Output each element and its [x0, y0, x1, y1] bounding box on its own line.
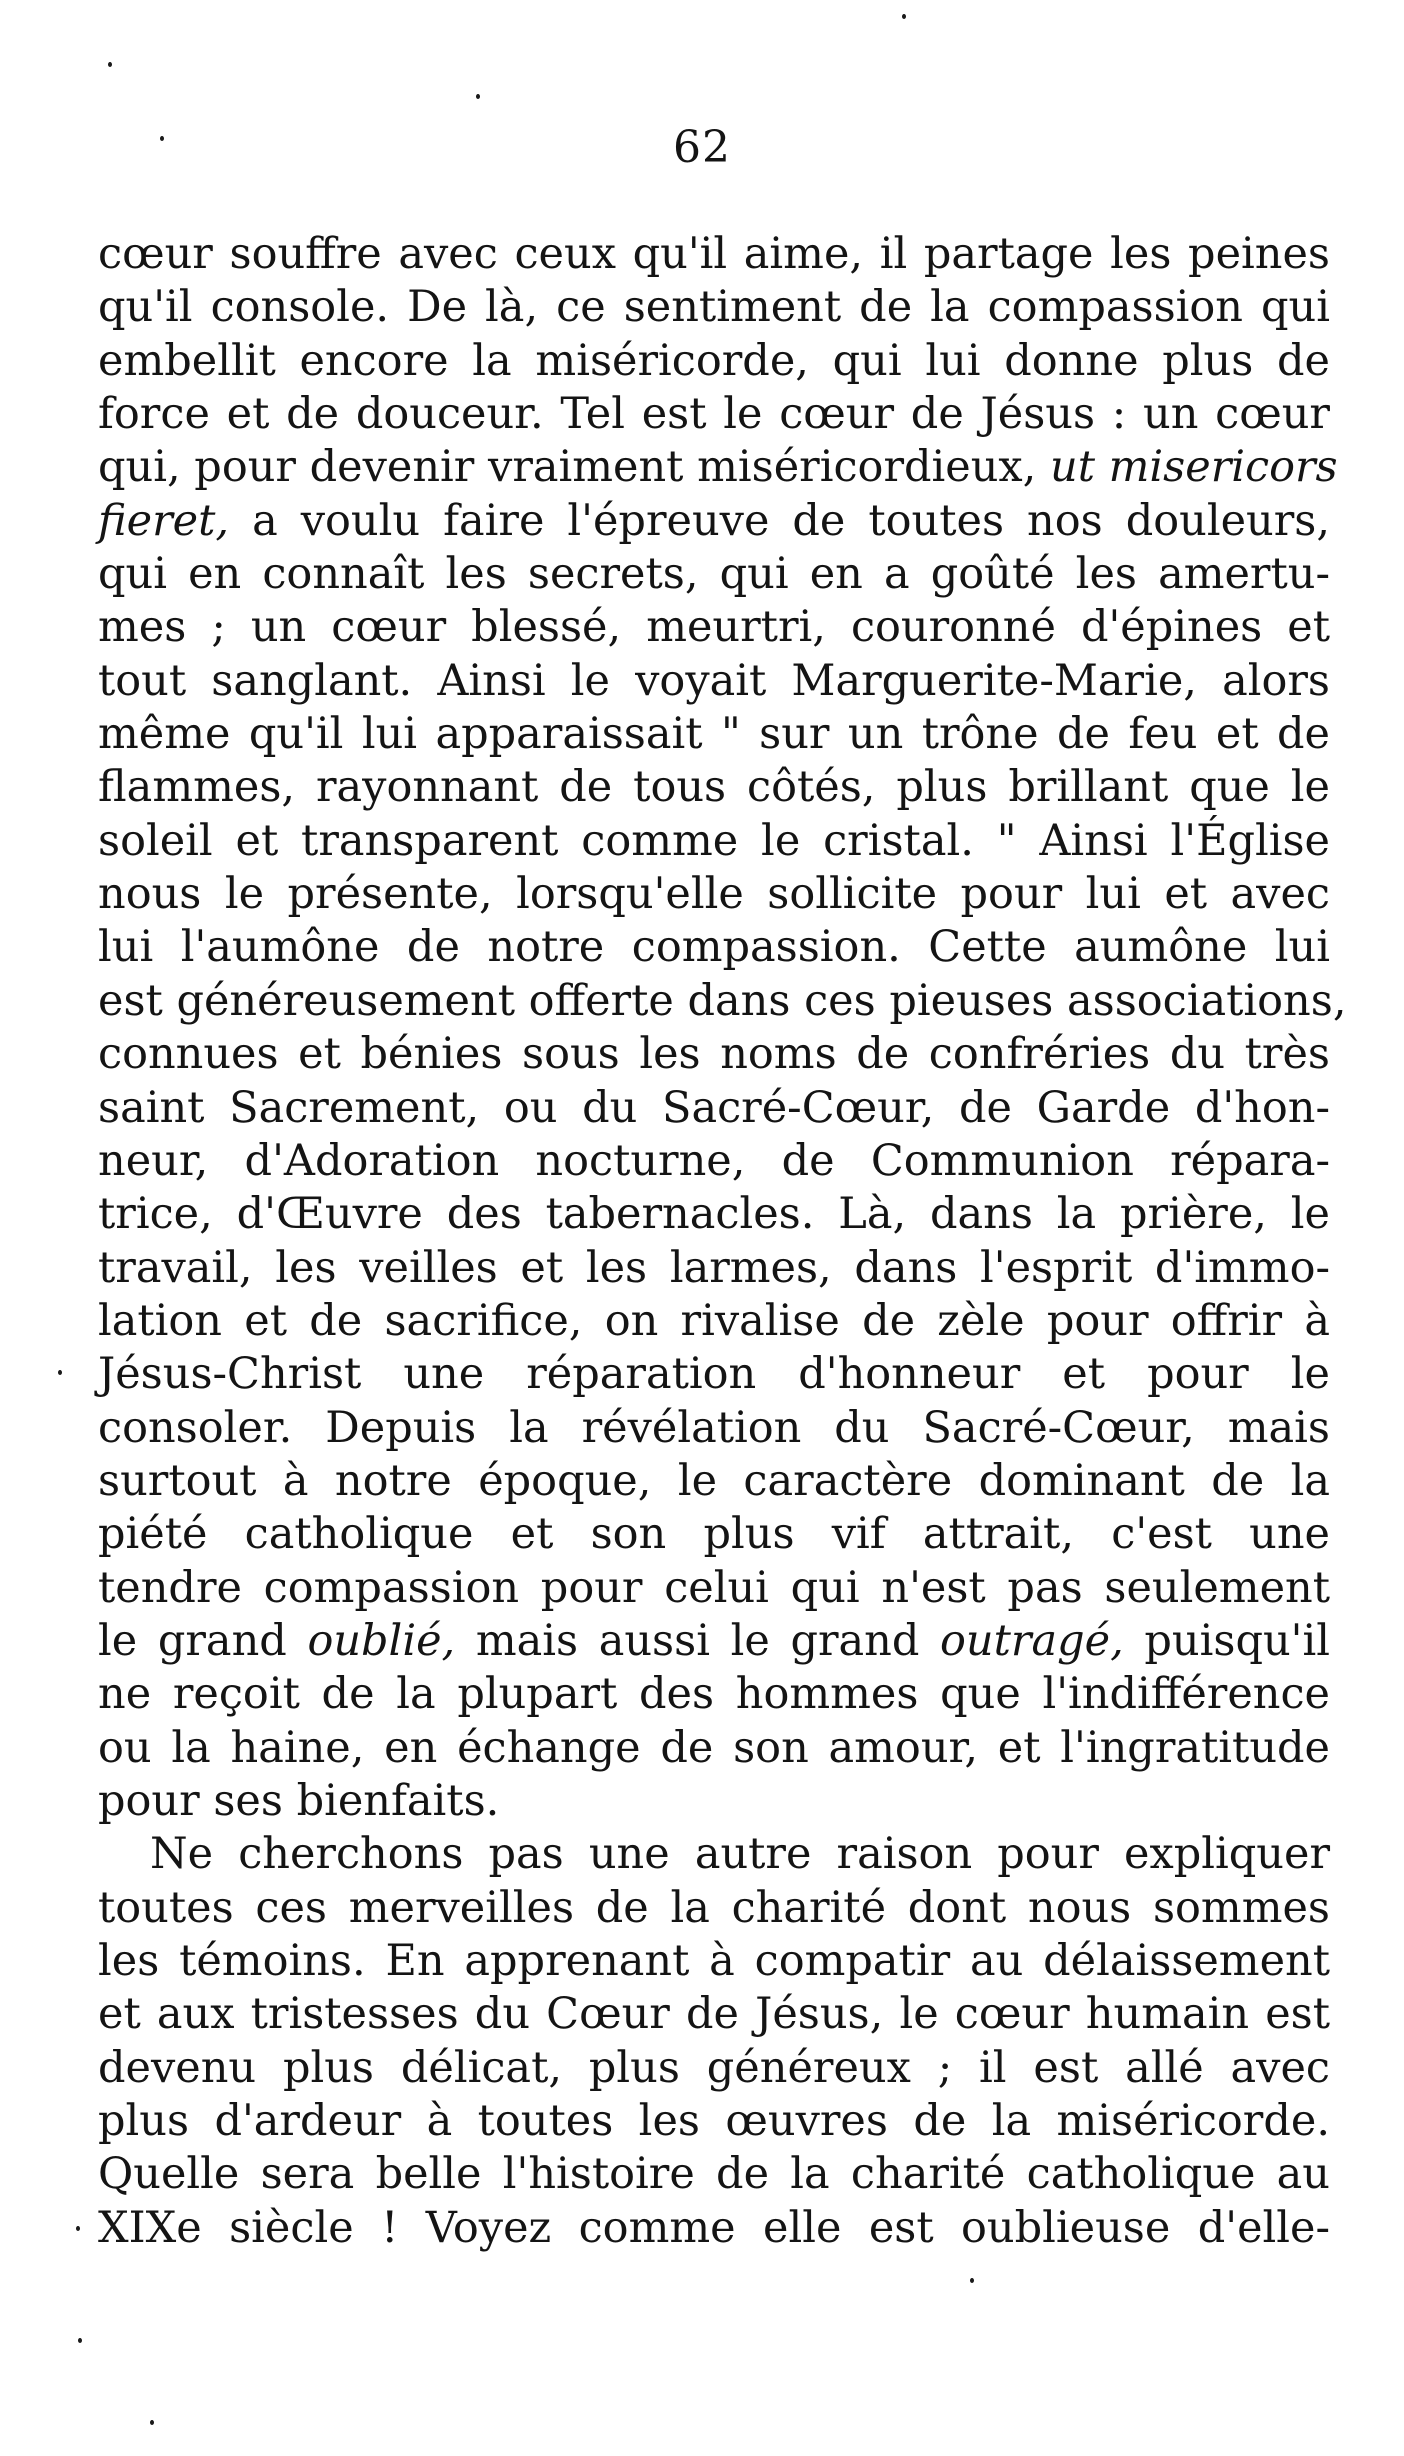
text-line: flammes, rayonnant de tous côtés, plus brillant que le [98, 762, 1330, 813]
text-line: mes ; un cœur blessé, meurtri, couronné d'épines et [98, 602, 1330, 653]
text-line: Quelle sera belle l'histoire de la charité catholique au [98, 2149, 1330, 2200]
text-line [98, 2202, 1330, 2255]
text-line: neur, d'Adoration nocturne, de Communion répara- [98, 1135, 1330, 1186]
text-line: même qu'il lui apparaissait " sur un trône de feu et de [98, 709, 1330, 760]
text-line: nous le présente, lorsqu'elle sollicite pour lui et avec [98, 869, 1330, 920]
text-line: devenu plus délicat, plus généreux ; il est allé avec [98, 2042, 1330, 2093]
text-line [98, 441, 1338, 494]
century-numeral: XIXe [98, 2202, 202, 2253]
text-line: embellit encore la miséricorde, qui lui donne plus de [98, 335, 1330, 386]
text-segment: qui, pour devenir vraiment miséricordieux, [98, 442, 1037, 493]
text-line [98, 495, 1330, 548]
page-number: 62 [673, 122, 731, 173]
text-line: surtout à notre époque, le caractère dominant de la [98, 1455, 1330, 1506]
text-line: ou la haine, en échange de son amour, et l'ingratitude [98, 1722, 1330, 1773]
text-segment: puisqu'il [1144, 1615, 1330, 1666]
text-line: Ne cherchons pas une autre raison pour expliquer [150, 1829, 1330, 1880]
text-line: cœur souffre avec ceux qu'il aime, il partage les peines [98, 229, 1330, 279]
latin-phrase: ut misericors [1050, 442, 1338, 493]
scan-speck [76, 2226, 80, 2231]
text-line: est généreusement offerte dans ces pieuses associations, [98, 975, 1347, 1026]
italic-word-oublie: oublié, [307, 1615, 456, 1666]
text-line: qui en connaît les secrets, qui en a goûté les amertu- [98, 549, 1330, 600]
text-line: soleil et transparent comme le cristal. " Ainsi l'Église [98, 815, 1330, 866]
text-line: lation et de sacrifice, on rivalise de zèle pour offrir à [98, 1295, 1330, 1346]
text-line: connues et bénies sous les noms de confréries du très [98, 1029, 1330, 1080]
scan-speck [78, 2338, 82, 2343]
text-line: les témoins. En apprenant à compatir au délaissement [98, 1936, 1330, 1986]
scan-speck [160, 136, 164, 141]
text-segment: le grand [98, 1615, 287, 1666]
text-segment: siècle ! Voyez comme elle est oublieuse d'elle- [229, 2202, 1331, 2253]
body-text [98, 228, 1347, 2255]
text-line: pour ses bienfaits. [98, 1775, 500, 1826]
text-line: lui l'aumône de notre compassion. Cette aumône lui [98, 922, 1330, 973]
text-line: force et de douceur. Tel est le cœur de Jésus : un cœur [98, 389, 1330, 440]
text-segment: a voulu faire l'épreuve de toutes nos douleurs, [252, 495, 1330, 546]
text-line: tendre compassion pour celui qui n'est pas seulement [98, 1562, 1330, 1613]
text-line: consoler. Depuis la révélation du Sacré-Cœur, mais [98, 1402, 1330, 1453]
text-line: trice, d'Œuvre des tabernacles. Là, dans la prière, le [98, 1189, 1330, 1240]
scan-speck [108, 62, 112, 67]
text-line: travail, les veilles et les larmes, dans l'esprit d'immo- [98, 1242, 1330, 1293]
text-line: Jésus-Christ une réparation d'honneur et pour le [98, 1349, 1330, 1400]
latin-phrase-continuation: fieret, [98, 495, 230, 546]
text-line: piété catholique et son plus vif attrait, c'est une [98, 1509, 1330, 1560]
scan-speck [970, 2278, 974, 2283]
text-line: et aux tristesses du Cœur de Jésus, le cœur humain est [98, 1989, 1330, 2040]
text-line: tout sanglant. Ainsi le voyait Marguerite-Marie, alors [98, 655, 1330, 706]
scan-speck [150, 2420, 154, 2425]
text-line [98, 1615, 1330, 1668]
scan-speck [58, 1370, 62, 1375]
scan-speck [902, 14, 906, 19]
text-segment: mais aussi le grand [475, 1615, 920, 1666]
italic-word-outrage: outragé, [940, 1615, 1124, 1666]
text-line: plus d'ardeur à toutes les œuvres de la miséricorde. [98, 2096, 1330, 2147]
scan-speck [476, 94, 480, 99]
text-line: ne reçoit de la plupart des hommes que l'indifférence [98, 1669, 1330, 1720]
text-line: saint Sacrement, ou du Sacré-Cœur, de Garde d'hon- [98, 1082, 1330, 1133]
text-line: qu'il console. De là, ce sentiment de la compassion qui [98, 282, 1330, 333]
text-line: toutes ces merveilles de la charité dont nous sommes [98, 1882, 1330, 1933]
